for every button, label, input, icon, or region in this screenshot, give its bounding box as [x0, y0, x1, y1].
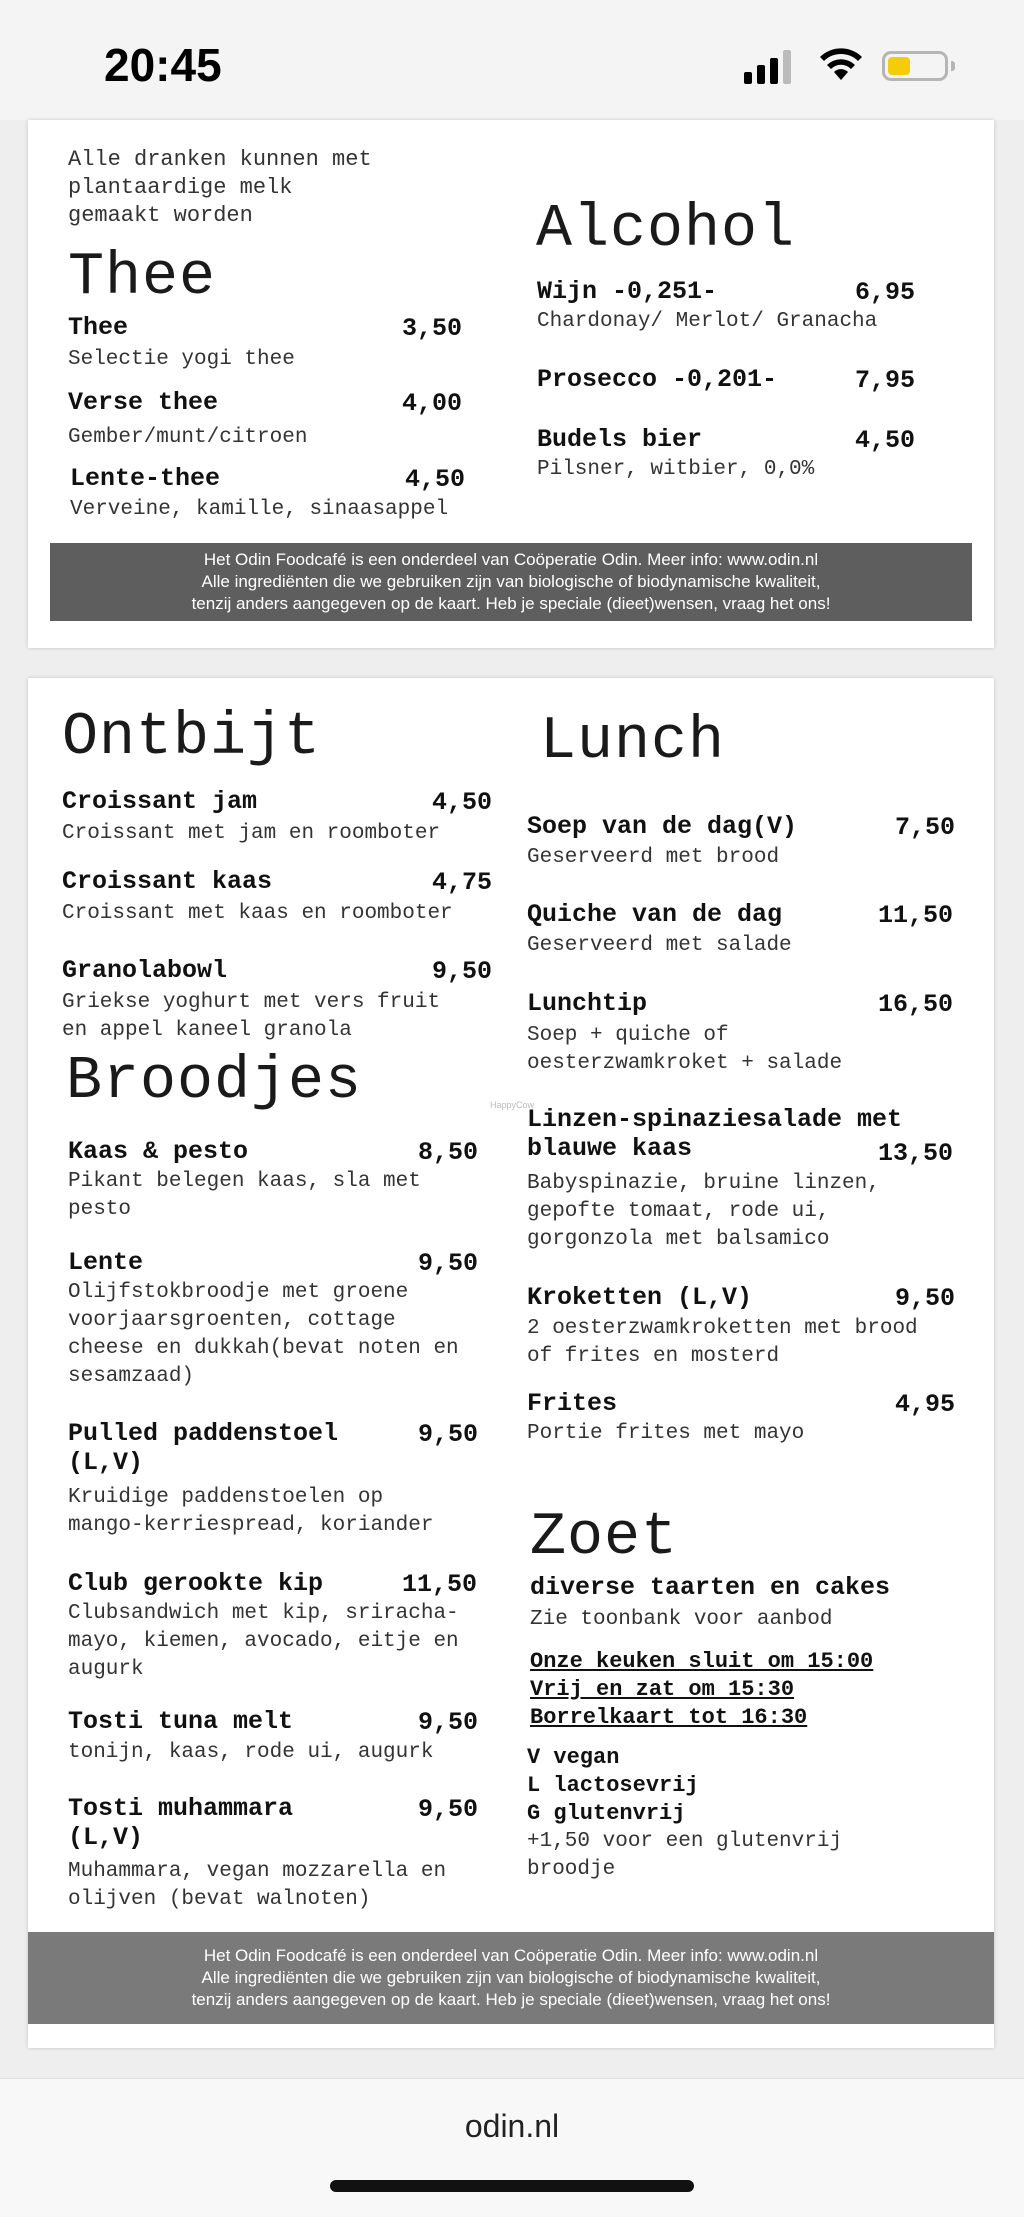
item-desc: Zie toonbank voor aanbod [530, 1608, 833, 1631]
status-time: 20:45 [104, 39, 222, 91]
item-price: 11,50 [878, 901, 954, 930]
item-desc: Pikant belegen kaas, sla met pesto [68, 1170, 421, 1221]
item-desc: Portie frites met mayo [527, 1422, 805, 1445]
item-name: Lunchtip [527, 989, 648, 1018]
item-price: 9,50 [418, 1249, 479, 1278]
item-name: Pulled paddenstoel (L,V) [68, 1419, 339, 1477]
item-name: Wijn -0,251- [537, 277, 718, 306]
item-price: 7,50 [895, 813, 956, 842]
item-desc: 2 oesterzwamkroketten met brood of frites en mosterd [527, 1317, 918, 1368]
item-name: Lente-thee [70, 464, 221, 493]
item-price: 6,95 [855, 278, 916, 307]
footer-line: tenzij anders aangegeven op de kaart. Heb je speciale (dieet)wensen, vraag het ons! [191, 1990, 831, 2009]
item-desc: Verveine, kamille, sinaasappel [70, 498, 449, 521]
watermark: HappyCow [490, 1100, 535, 1110]
item-desc: Pilsner, witbier, 0,0% [537, 458, 815, 481]
menu-footer [50, 543, 972, 621]
home-indicator[interactable] [330, 2180, 694, 2192]
item-desc: Selectie yogi thee [68, 348, 295, 371]
browser-toolbar [0, 2078, 1024, 2217]
item-name: Croissant kaas [62, 867, 273, 896]
item-name: Prosecco -0,201- [537, 365, 778, 394]
item-price: 4,50 [855, 426, 916, 455]
item-price: 16,50 [878, 990, 954, 1019]
item-desc: Olijfstokbroodje met groene voorjaarsgroenten, cottage cheese en dukkah(bevat noten en sesamzaad) [68, 1281, 459, 1388]
battery-icon [882, 51, 948, 81]
item-name: Lente [68, 1248, 144, 1277]
section-title-broodjes: Broodjes [66, 1048, 363, 1116]
item-desc: Gember/munt/citroen [68, 426, 308, 449]
plant-milk-note: Alle dranken kunnen met plantaardige melk gemaakt worden [68, 147, 372, 228]
wifi-icon [818, 46, 864, 82]
footer-line: tenzij anders aangegeven op de kaart. Heb je speciale (dieet)wensen, vraag het ons! [191, 594, 831, 613]
section-title-zoet: Zoet [530, 1504, 679, 1572]
item-name: Granolabowl [62, 956, 228, 985]
item-desc: Croissant met kaas en roomboter [62, 902, 453, 925]
item-name: Soep van de dag(V) [527, 812, 798, 841]
item-name: Budels bier [537, 425, 703, 454]
item-name: Kaas & pesto [68, 1137, 249, 1166]
item-price: 9,50 [418, 1420, 479, 1449]
item-desc: Griekse yoghurt met vers fruit en appel kaneel granola [62, 991, 441, 1042]
item-name: Tosti tuna melt [68, 1707, 294, 1736]
section-title-thee: Thee [68, 244, 217, 312]
item-desc: Kruidige paddenstoelen op mango-kerriespread, koriander [68, 1486, 434, 1537]
section-title-alcohol: Alcohol [536, 196, 796, 264]
item-price: 13,50 [878, 1139, 954, 1168]
item-price: 4,50 [432, 788, 493, 817]
footer-line: Het Odin Foodcafé is een onderdeel van Coöperatie Odin. Meer info: www.odin.nl [203, 550, 819, 569]
item-price: 3,50 [402, 314, 463, 343]
item-price: 9,50 [418, 1708, 479, 1737]
cellular-signal-icon [744, 50, 794, 84]
item-name: Linzen-spinaziesalade met blauwe kaas [527, 1105, 903, 1163]
item-name: Frites [527, 1389, 618, 1418]
item-desc: Geserveerd met brood [527, 846, 780, 869]
item-desc: Chardonay/ Merlot/ Granacha [537, 310, 878, 333]
item-name: Croissant jam [62, 787, 258, 816]
footer-line: Alle ingrediënten die we gebruiken zijn van biologische of biodynamische kwaliteit, [201, 572, 821, 591]
item-desc: Croissant met jam en roomboter [62, 822, 441, 845]
item-name: diverse taarten en cakes [530, 1573, 891, 1602]
item-price: 4,50 [405, 465, 466, 494]
footer-line: Het Odin Foodcafé is een onderdeel van Coöperatie Odin. Meer info: www.odin.nl [203, 1946, 819, 1965]
item-name: Thee [68, 313, 129, 342]
section-title-ontbijt: Ontbijt [62, 704, 322, 772]
item-price: 11,50 [402, 1570, 478, 1599]
item-desc: Babyspinazie, bruine linzen, gepofte tomaat, rode ui, gorgonzola met balsamico [527, 1172, 880, 1251]
address-bar-url[interactable]: odin.nl [464, 2108, 560, 2144]
battery-tip [951, 61, 955, 71]
item-name: Club gerookte kip [68, 1569, 324, 1598]
menu-footer [28, 1932, 994, 2024]
footer-line: Alle ingrediënten die we gebruiken zijn van biologische of biodynamische kwaliteit, [201, 1968, 821, 1987]
opening-hours: Onze keuken sluit om 15:00 Vrij en zat om 15:30 Borrelkaart tot 16:30 [530, 1649, 874, 1730]
item-desc: tonijn, kaas, rode ui, augurk [68, 1741, 434, 1764]
item-price: 9,50 [895, 1284, 956, 1313]
item-name: Quiche van de dag [527, 900, 783, 929]
item-desc: Geserveerd met salade [527, 934, 792, 957]
item-price: 4,00 [402, 389, 463, 418]
item-name: Kroketten (L,V) [527, 1283, 753, 1312]
item-price: 4,75 [432, 868, 493, 897]
item-desc: Muhammara, vegan mozzarella en olijven (bevat walnoten) [68, 1860, 447, 1911]
diet-legend: V vegan L lactosevrij G glutenvrij [527, 1745, 699, 1826]
item-desc: Soep + quiche of oesterzwamkroket + salade [527, 1024, 843, 1075]
section-title-lunch: Lunch [540, 708, 726, 776]
item-name: Verse thee [68, 388, 219, 417]
item-price: 9,50 [418, 1795, 479, 1824]
item-price: 4,95 [895, 1390, 956, 1419]
item-price: 9,50 [432, 957, 493, 986]
item-name: Tosti muhammara (L,V) [68, 1794, 294, 1852]
item-desc: Clubsandwich met kip, sriracha- mayo, kiemen, avocado, eitje en augurk [68, 1602, 459, 1681]
item-price: 7,95 [855, 366, 916, 395]
gluten-free-note: +1,50 voor een glutenvrij broodje [527, 1830, 843, 1881]
item-price: 8,50 [418, 1138, 479, 1167]
